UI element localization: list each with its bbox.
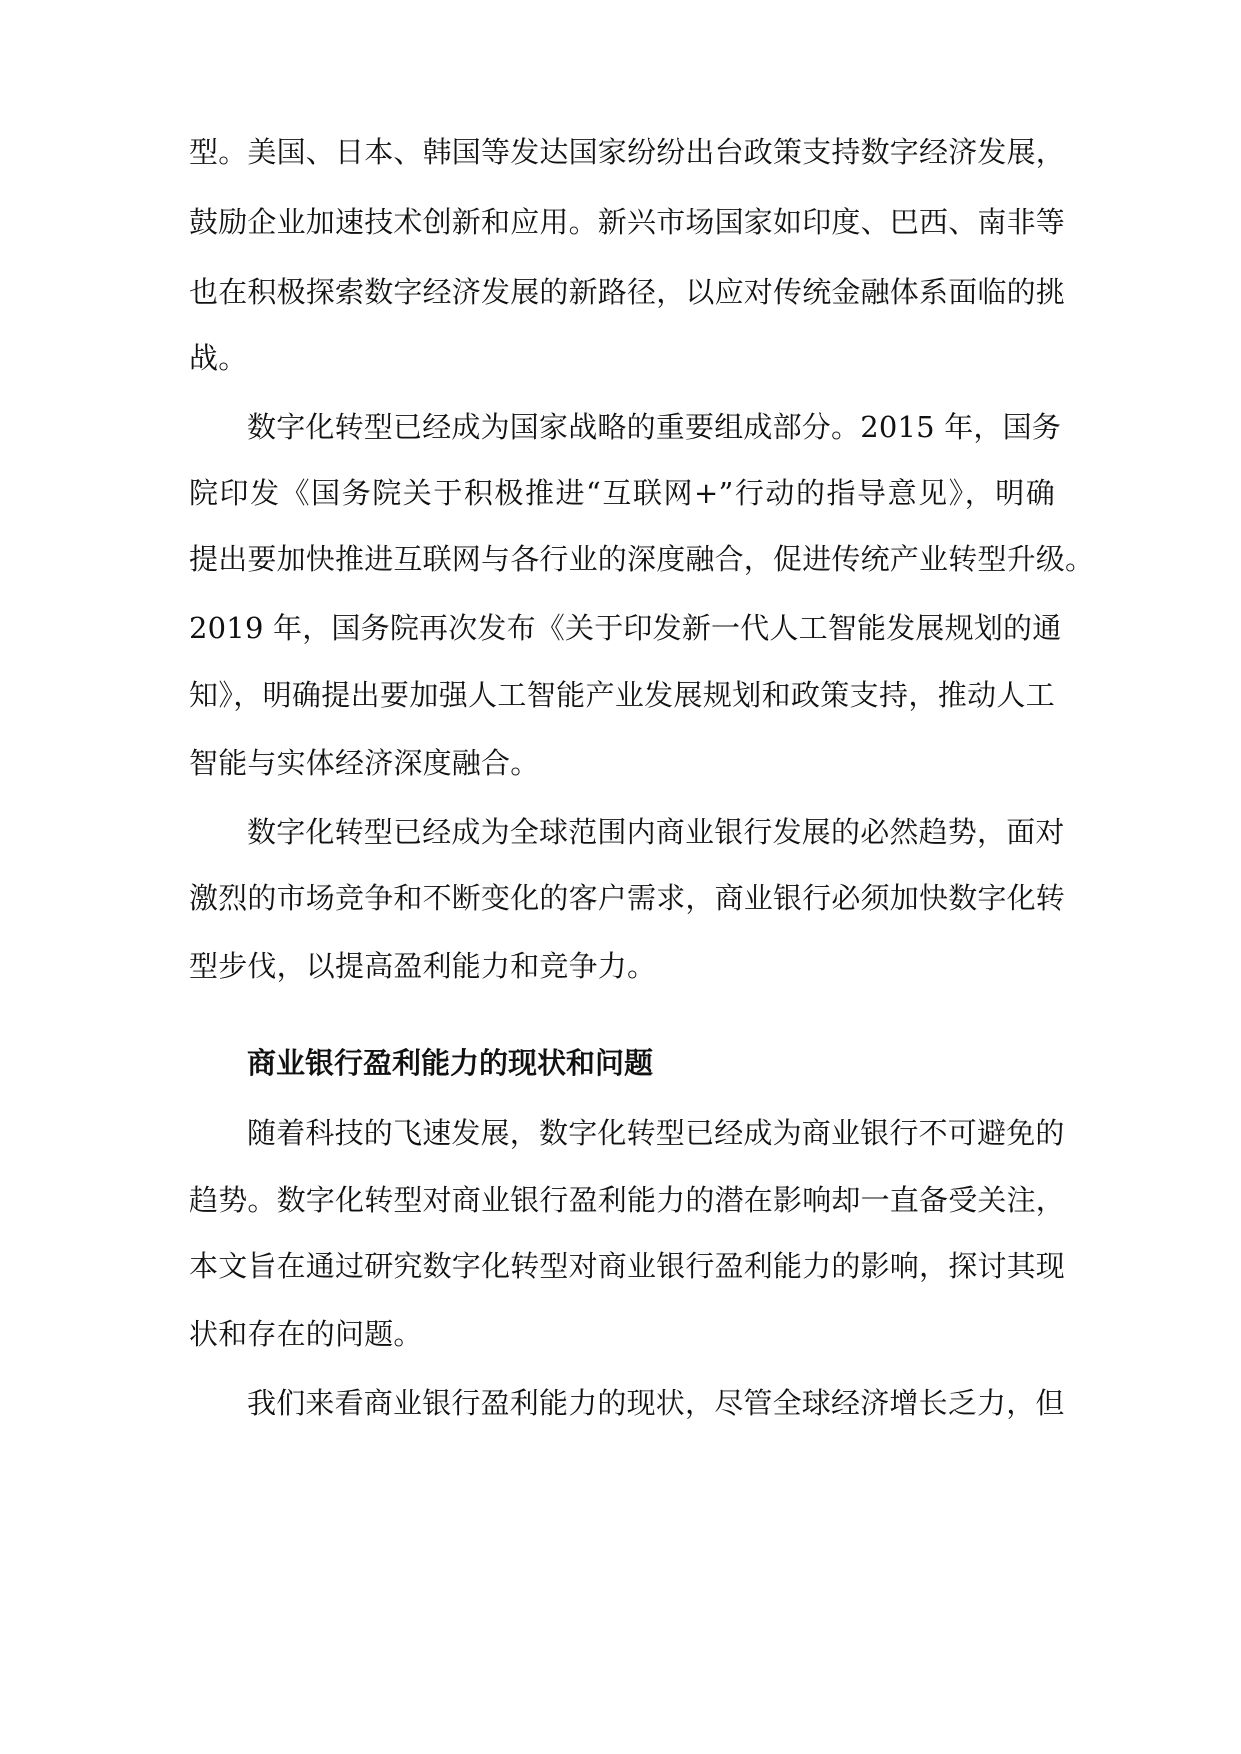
paragraph-4-line-4: 状和存在的问题。: [189, 1317, 423, 1351]
paragraph-4-line-1: 随着科技的飞速发展，数字化转型已经成为商业银行不可避免的: [247, 1116, 1065, 1150]
paragraph-2-line-3: 提出要加快推进互联网与各行业的深度融合，促进传统产业转型升级。: [189, 542, 1095, 576]
paragraph-2-line-6: 智能与实体经济深度融合。: [189, 746, 540, 780]
paragraph-4-line-2: 趋势。数字化转型对商业银行盈利能力的潜在影响却一直备受关注，: [189, 1183, 1066, 1217]
paragraph-2-line-2: 院印发《国务院关于积极推进“互联网+”行动的指导意见》，明确: [189, 476, 1055, 510]
paragraph-1-line-3: 也在积极探索数字经济发展的新路径，以应对传统金融体系面临的挑: [189, 275, 1066, 309]
paragraph-2-line-5: 知》，明确提出要加强人工智能产业发展规划和政策支持，推动人工: [189, 678, 1055, 712]
paragraph-3-line-3: 型步伐，以提高盈利能力和竞争力。: [189, 949, 657, 983]
paragraph-4-line-3: 本文旨在通过研究数字化转型对商业银行盈利能力的影响，探讨其现: [189, 1249, 1066, 1283]
paragraph-3-line-2: 激烈的市场竞争和不断变化的客户需求，商业银行必须加快数字化转: [189, 881, 1066, 915]
paragraph-3-line-1: 数字化转型已经成为全球范围内商业银行发展的必然趋势，面对: [247, 815, 1065, 849]
paragraph-1-line-2: 鼓励企业加速技术创新和应用。新兴市场国家如印度、巴西、南非等: [189, 205, 1066, 239]
paragraph-5-line-1: 我们来看商业银行盈利能力的现状，尽管全球经济增长乏力，但: [247, 1386, 1065, 1420]
paragraph-1-line-1: 型。美国、日本、韩国等发达国家纷纷出台政策支持数字经济发展，: [189, 135, 1066, 169]
paragraph-1-line-4: 战。: [189, 341, 248, 375]
paragraph-2-line-1: 数字化转型已经成为国家战略的重要组成部分。2015 年，国务: [247, 410, 1062, 444]
section-heading: 商业银行盈利能力的现状和问题: [247, 1046, 654, 1080]
paragraph-2-line-4: 2019 年，国务院再次发布《关于印发新一代人工智能发展规划的通: [189, 611, 1062, 645]
